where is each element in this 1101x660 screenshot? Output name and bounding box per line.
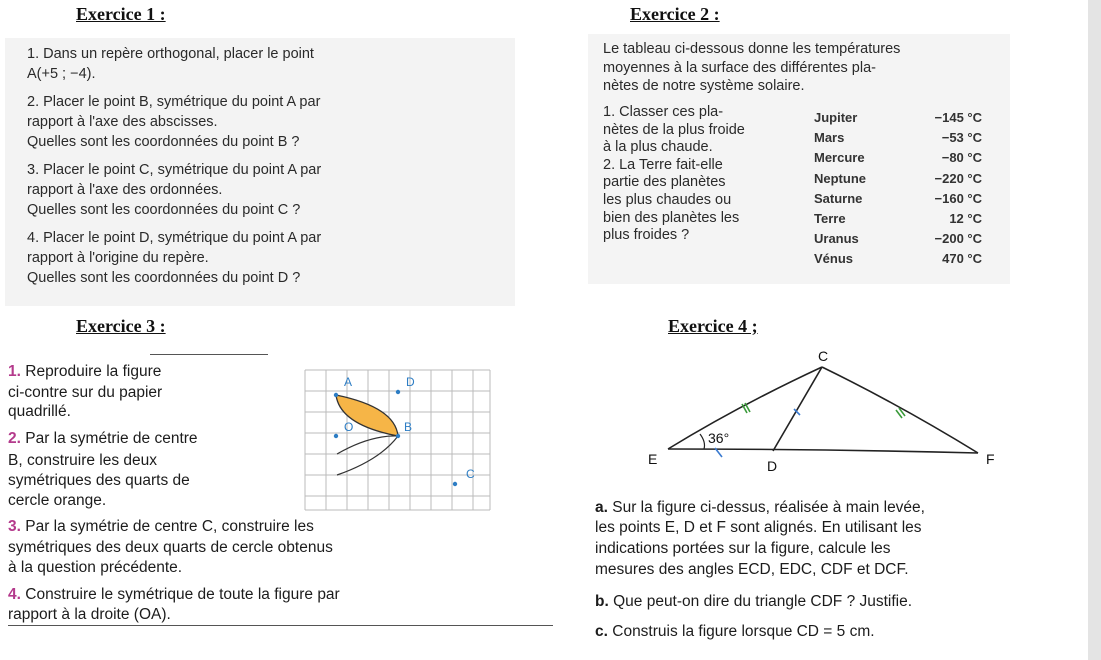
- question-text: cercle orange.: [8, 492, 107, 509]
- exercise-4-heading: Exercice 4 ;: [668, 316, 758, 336]
- vertex-label-c: C: [818, 348, 829, 364]
- text-line: nètes de la plus froide: [603, 121, 745, 138]
- question-text: Sur la figure ci-dessus, réalisée à main levée,: [612, 499, 925, 516]
- angle-label: 36°: [708, 430, 730, 446]
- text-line: [8, 538, 333, 558]
- text-line: Quelles sont les coordonnées du point C ?: [27, 202, 301, 218]
- text-line: rapport à l'axe des ordonnées.: [27, 182, 223, 198]
- question-text: ci-contre sur du papier: [8, 384, 163, 401]
- question-text: Par la symétrie de centre C, construire les: [25, 518, 314, 535]
- text-line: [595, 622, 875, 642]
- temperature-value: −145 °C: [934, 110, 982, 125]
- exercise-1-heading: Exercice 1 :: [76, 4, 166, 24]
- text-line: bien des planètes les: [603, 209, 740, 226]
- table-row: [814, 171, 982, 191]
- text-line: 2. Placer le point B, symétrique du point A par: [27, 94, 321, 110]
- symmetry-figure: [300, 365, 500, 515]
- point-label-c: C: [466, 467, 475, 481]
- text-line: rapport à l'axe des abscisses.: [27, 114, 218, 130]
- question-text: symétriques des quarts de: [8, 472, 190, 489]
- temperature-value: −53 °C: [941, 130, 982, 146]
- temperature-table: [814, 110, 982, 272]
- text-line: [595, 539, 891, 559]
- question-text: indications portées sur la figure, calcule les: [595, 540, 891, 557]
- question-number: 2.: [8, 430, 21, 447]
- planet-name: Vénus: [814, 251, 854, 267]
- vertex-label-f: F: [986, 451, 995, 467]
- temperature-value: −80 °C: [941, 150, 982, 166]
- text-line: [595, 518, 922, 538]
- table-row: [814, 150, 982, 170]
- question-text: B, construire les deux: [8, 452, 158, 469]
- text-line: plus froides ?: [603, 227, 690, 244]
- text-line: [8, 362, 161, 382]
- angle-arc: [700, 434, 705, 449]
- text-line: [8, 558, 182, 578]
- text-line: 2. La Terre fait-elle: [603, 156, 723, 173]
- triangle-figure: [640, 345, 1010, 480]
- text-line: 1. Dans un repère orthogonal, placer le point: [27, 46, 314, 62]
- exercise-2-heading: Exercice 2 :: [630, 4, 720, 24]
- text-line: partie des planètes: [603, 174, 726, 191]
- side-ef: [668, 449, 978, 453]
- question-text: Construire le symétrique de toute la figure par: [25, 586, 340, 603]
- question-text: Construis la figure lorsque CD = 5 cm.: [612, 623, 875, 640]
- point-label-b: B: [404, 420, 413, 434]
- planet-name: Jupiter: [814, 110, 858, 125]
- text-line: les plus chaudes ou: [603, 192, 732, 208]
- question-text: les points E, D et F sont alignés. En utilisant les: [595, 519, 922, 536]
- text-line: [595, 560, 909, 580]
- text-line: [8, 402, 71, 422]
- table-row: [814, 130, 982, 150]
- text-line: nètes de notre système solaire.: [603, 78, 805, 94]
- question-number: a.: [595, 499, 608, 516]
- question-text: quadrillé.: [8, 403, 71, 420]
- temperature-value: −200 °C: [934, 231, 982, 247]
- question-text: à la question précédente.: [8, 559, 183, 576]
- text-line: moyennes à la surface des différentes pla-: [603, 59, 876, 76]
- point-label-d: D: [406, 375, 415, 389]
- text-line: [8, 471, 190, 491]
- text-line: [8, 585, 340, 605]
- question-text: rapport à la droite (OA).: [8, 606, 171, 623]
- text-line: [595, 592, 912, 612]
- question-text: Par la symétrie de centre: [25, 430, 198, 447]
- temperature-value: 12 °C: [949, 210, 982, 226]
- planet-name: Uranus: [814, 231, 859, 247]
- question-text: Reproduire la figure: [25, 363, 162, 380]
- table-row: [814, 251, 982, 271]
- text-line: [8, 451, 157, 471]
- temperature-value: 470 °C: [942, 251, 982, 267]
- exercise-3-heading: Exercice 3 :: [76, 316, 166, 336]
- text-line: Quelles sont les coordonnées du point B ?: [27, 134, 300, 150]
- text-line: [8, 517, 314, 537]
- planet-name: Terre: [814, 210, 846, 226]
- table-row: [814, 191, 982, 211]
- temperature-value: −220 °C: [934, 170, 982, 186]
- text-line: 4. Placer le point D, symétrique du point A par: [27, 230, 322, 246]
- table-row: [814, 231, 982, 251]
- text-line: 1. Classer ces pla-: [603, 104, 724, 120]
- question-number: 4.: [8, 586, 21, 603]
- divider: [150, 354, 268, 355]
- table-row: [814, 110, 982, 130]
- text-line: [8, 491, 106, 511]
- text-line: rapport à l'origine du repère.: [27, 250, 209, 266]
- text-line: [8, 383, 162, 403]
- temperature-value: −160 °C: [934, 190, 982, 206]
- text-line: [8, 605, 171, 625]
- text-line: 3. Placer le point C, symétrique du point A par: [27, 162, 322, 178]
- text-line: Le tableau ci-dessous donne les températures: [603, 41, 901, 57]
- text-line: Quelles sont les coordonnées du point D ?: [27, 270, 301, 286]
- planet-name: Mercure: [814, 150, 865, 166]
- question-text: Que peut-on dire du triangle CDF ? Justifie.: [613, 593, 913, 610]
- question-number: c.: [595, 623, 608, 640]
- vertex-label-d: D: [767, 458, 778, 474]
- question-number: 1.: [8, 363, 21, 380]
- text-line: [595, 498, 925, 518]
- point-label-a: A: [344, 375, 353, 389]
- point-label-o: O: [344, 420, 354, 434]
- table-row: [814, 211, 982, 231]
- question-number: 3.: [8, 518, 21, 535]
- text-line: à la plus chaude.: [603, 139, 713, 156]
- text-line: A(+5 ; −4).: [27, 66, 96, 82]
- divider: [8, 625, 553, 626]
- vertex-label-e: E: [648, 451, 658, 467]
- planet-name: Neptune: [814, 170, 866, 186]
- planet-name: Saturne: [814, 190, 863, 206]
- text-line: [8, 429, 198, 449]
- question-number: b.: [595, 593, 609, 610]
- segment-cd: [773, 367, 822, 451]
- page-edge: [1088, 0, 1101, 660]
- planet-name: Mars: [814, 130, 845, 146]
- question-text: mesures des angles ECD, EDC, CDF et DCF.: [595, 561, 909, 578]
- question-text: symétriques des deux quarts de cercle obtenus: [8, 539, 333, 556]
